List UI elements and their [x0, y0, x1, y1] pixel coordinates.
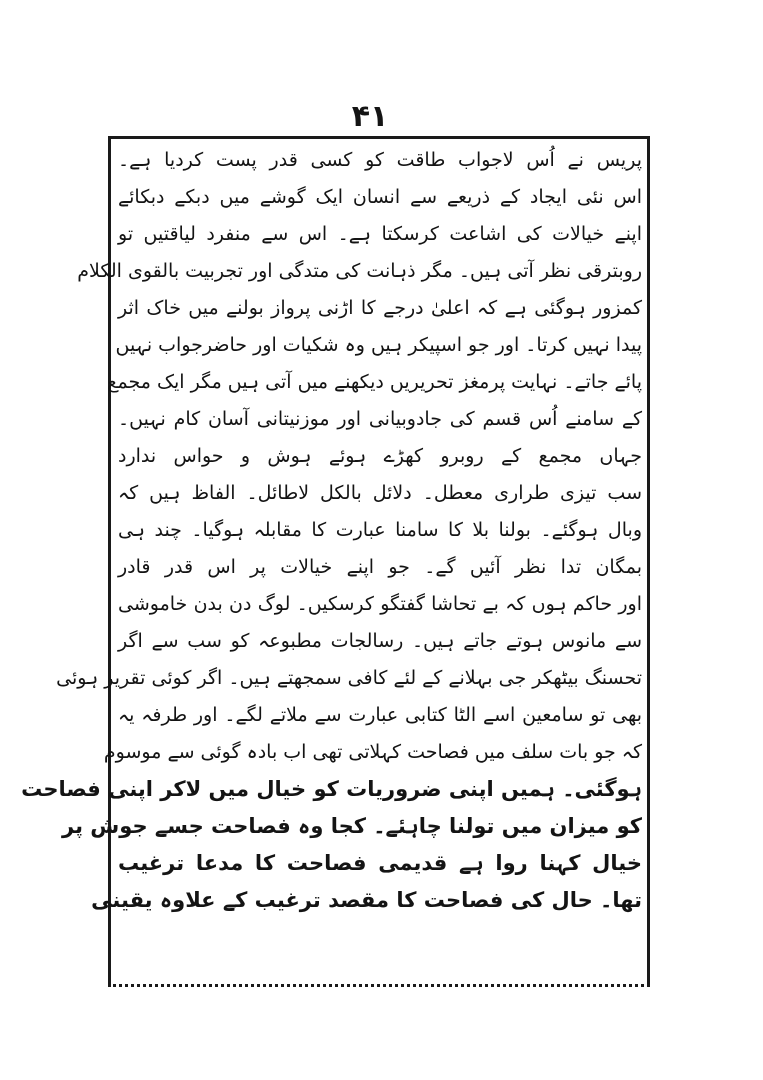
text-line: جہاں مجمع کے روبرو کھڑے ہوئے ہوش و حواس ندارد: [118, 445, 642, 467]
text-line: وبال ہوگئے۔ بولنا بلا کا سامنا عبارت کا مقابلہ ہوگیا۔ چند ہی: [118, 519, 642, 541]
text-line: پریس نے اُس لاجواب طاقت کو کسی قدر پست کردیا ہے۔: [118, 149, 642, 171]
text-line: پائے جاتے۔ نہایت پرمغز تحریریں دیکھنے میں آتی ہیں مگر ایک مجمع: [107, 371, 642, 393]
page-number: ۴۱: [351, 99, 389, 134]
text-line: بھی تو سامعین اسے الٹا کتابی عبارت سے ملاتے لگے۔ اور طرفہ یہ: [118, 704, 642, 726]
text-line: تھا۔ حال کی فصاحت کا مقصد ترغیب کے علاوہ یقینی: [91, 888, 642, 912]
frame-bottom-edge: [108, 984, 650, 988]
text-line: اس نئی ایجاد کے ذریعے سے انسان ایک گوشے میں دبکے دبکائے: [118, 186, 642, 208]
text-line: خیال کہنا روا ہے قدیمی فصاحت کا مدعا ترغیب: [118, 851, 642, 875]
text-line: بمگان تدا نظر آئیں گے۔ جو اپنے خیالات پر اس قدر قادر: [118, 556, 642, 578]
text-line: کہ جو بات سلف میں فصاحت کہلاتی تھی اب بادہ گوئی سے موسوم: [103, 741, 642, 763]
text-line: پیدا نہیں کرتا۔ اور جو اسپیکر ہیں وہ شکیات اور حاضرجواب نہیں: [115, 334, 642, 356]
text-line: کمزور ہوگئی ہے کہ اعلیٰ درجے کا اڑنی پرواز بولنے میں خاک اثر: [118, 297, 642, 319]
text-line: سے مانوس ہوتے جاتے ہیں۔ رسالجات مطبوعہ کو سب سے اگر: [118, 630, 642, 652]
text-line: سب تیزی طراری معطل۔ دلائل بالکل لاطائل۔ الفاظ ہیں کہ: [118, 482, 642, 504]
text-line: کو میزان میں تولنا چاہئے۔ کجا وہ فصاحت جسے جوش پر: [62, 814, 642, 838]
text-line: اپنے خیالات کی اشاعت کرسکتا ہے۔ اس سے منفرد لیاقتیں تو: [118, 223, 642, 245]
text-line: ہوگئی۔ ہمیں اپنی ضروریات کو خیال میں لاکر اپنی فصاحت: [21, 777, 642, 801]
text-line: اور حاکم ہوں کہ بے تحاشا گفتگو کرسکیں۔ لوگ دن بدن خاموشی: [118, 593, 642, 615]
text-line: تحسنگ بیٹھکر جی بہلانے کے لئے کافی سمجھتے ہیں۔ اگر کوئی تقریر ہوئی: [56, 667, 642, 689]
text-line: کے سامنے اُس قسم کی جادوبیانی اور موزنیتانی آسان کام نہیں۔: [118, 408, 642, 430]
text-line: روبترقی نظر آتی ہیں۔ مگر ذہانت کی متدگی اور تجربیت بالقوی الکلام: [77, 260, 642, 282]
body-text: [21, 142, 644, 978]
